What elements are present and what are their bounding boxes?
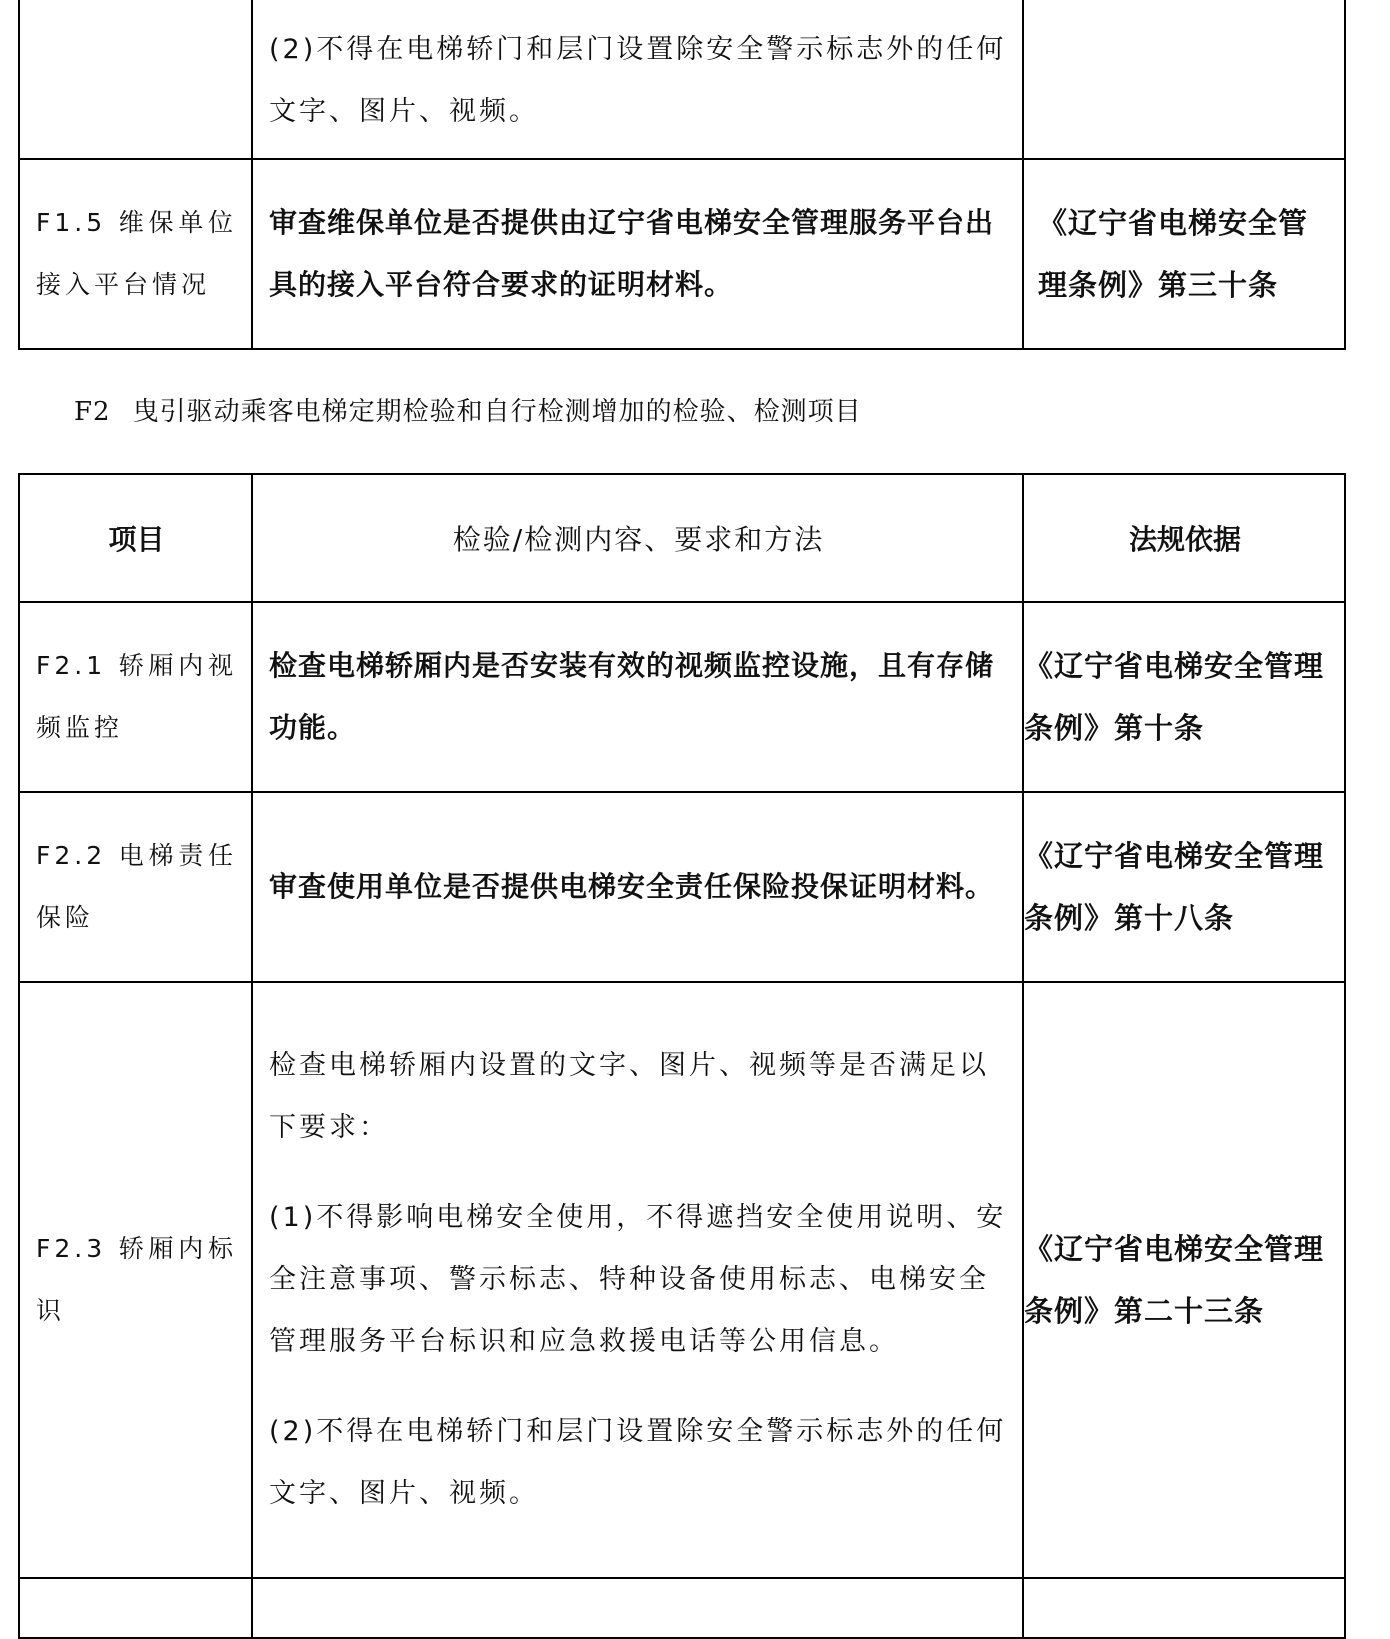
header-item: 项目 bbox=[19, 474, 252, 602]
content-cell bbox=[252, 982, 1023, 1578]
section-caption bbox=[74, 392, 862, 432]
content-paragraph: (2)不得在电梯轿门和层门设置除安全警示标志外的任何文字、图片、视频。 bbox=[269, 1416, 1007, 1509]
table-row bbox=[19, 982, 1345, 1578]
table-row bbox=[19, 0, 1345, 159]
content-cell bbox=[252, 1578, 1023, 1638]
table-main bbox=[18, 473, 1346, 1639]
content-paragraph: 检查电梯轿厢内设置的文字、图片、视频等是否满足以下要求： bbox=[269, 1050, 989, 1143]
content-cell: 检查电梯轿厢内是否安装有效的视频监控设施，且有存储功能。 bbox=[252, 602, 1023, 792]
table-top bbox=[18, 0, 1346, 350]
item-cell bbox=[19, 1578, 252, 1638]
table-row bbox=[19, 792, 1345, 982]
content-paragraph: (2)不得在电梯轿门和层门设置除安全警示标志外的任何文字、图片、视频。 bbox=[269, 34, 1007, 127]
item-cell: F1.5 维保单位接入平台情况 bbox=[19, 159, 252, 349]
table-row bbox=[19, 159, 1345, 349]
table-header-row bbox=[19, 474, 1345, 602]
law-cell: 《辽宁省电梯安全管理条例》第三十条 bbox=[1023, 159, 1345, 349]
section-number: F2 bbox=[74, 397, 111, 427]
item-cell: F2.1 轿厢内视频监控 bbox=[19, 602, 252, 792]
header-law: 法规依据 bbox=[1023, 474, 1345, 602]
law-cell bbox=[1023, 1578, 1345, 1638]
table-row bbox=[19, 602, 1345, 792]
item-cell bbox=[19, 0, 252, 159]
section-title: 曳引驱动乘客电梯定期检验和自行检测增加的检验、检测项目 bbox=[132, 397, 862, 427]
content-cell: 审查使用单位是否提供电梯安全责任保险投保证明材料。 bbox=[252, 792, 1023, 982]
law-cell: 《辽宁省电梯安全管理条例》第二十三条 bbox=[1023, 982, 1345, 1578]
table-row bbox=[19, 1578, 1345, 1638]
item-cell: F2.3 轿厢内标识 bbox=[19, 982, 252, 1578]
content-cell: 审查维保单位是否提供由辽宁省电梯安全管理服务平台出具的接入平台符合要求的证明材料。 bbox=[252, 159, 1023, 349]
law-cell: 《辽宁省电梯安全管理条例》第十八条 bbox=[1023, 792, 1345, 982]
content-cell bbox=[252, 0, 1023, 159]
header-content: 检验/检测内容、要求和方法 bbox=[252, 474, 1023, 602]
item-cell: F2.2 电梯责任保险 bbox=[19, 792, 252, 982]
content-paragraph: (1)不得影响电梯安全使用，不得遮挡安全使用说明、安全注意事项、警示标志、特种设备使用标志、电梯安全管理服务平台标识和应急救援电话等公用信息。 bbox=[269, 1202, 1007, 1357]
law-cell: 《辽宁省电梯安全管理条例》第十条 bbox=[1023, 602, 1345, 792]
law-cell bbox=[1023, 0, 1345, 159]
